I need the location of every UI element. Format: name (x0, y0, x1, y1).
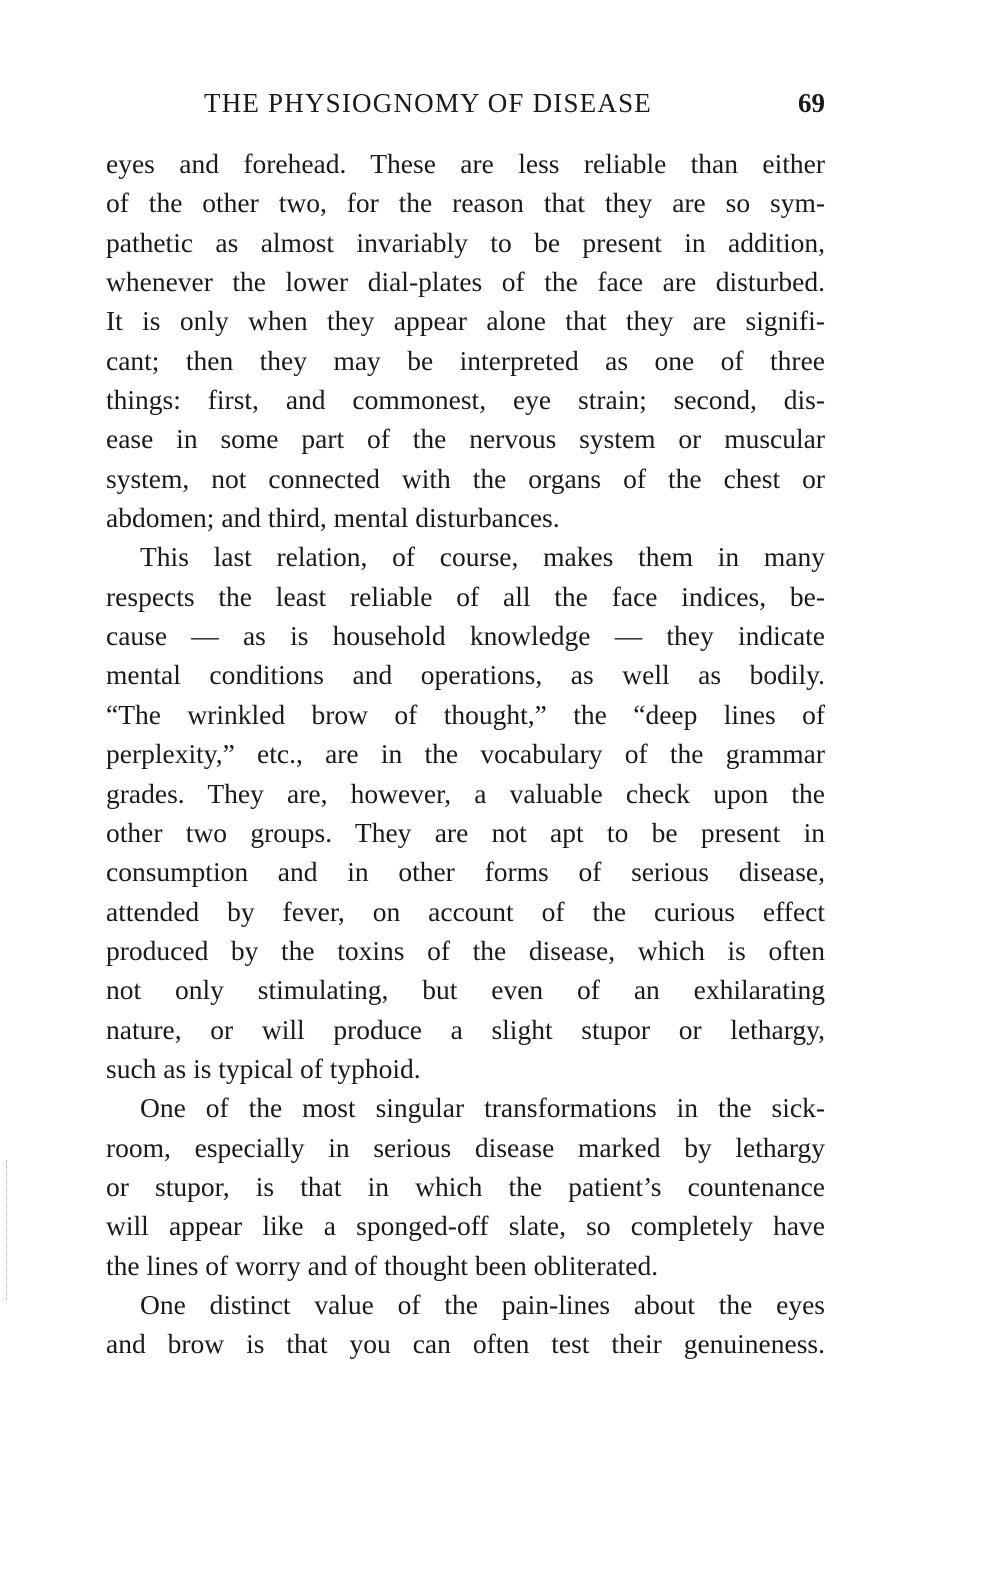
text-line: such as is typical of typhoid. (106, 1052, 421, 1084)
text-line: One distinct value of the pain-lines about the eyes (140, 1288, 825, 1320)
text-line: things: first, and commonest, eye strain; second, dis- (106, 384, 825, 416)
paragraph-3 (106, 1088, 825, 1285)
text-line: This last relation, of course, makes them in many (140, 541, 825, 573)
text-line: abdomen; and third, mental disturbances. (106, 502, 560, 534)
text-line: not only stimulating, but even of an exhilarating (106, 974, 825, 1006)
text-line: or stupor, is that in which the patient’s countenance (106, 1170, 825, 1202)
running-head (106, 88, 825, 122)
text-line: cant; then they may be interpreted as one of three (106, 344, 825, 376)
text-line: system, not connected with the organs of the chest or (106, 462, 825, 494)
text-line: “The wrinkled brow of thought,” the “deep lines of (106, 698, 825, 730)
paragraph-2 (106, 537, 825, 1088)
text-line: respects the least reliable of all the face indices, be- (106, 580, 825, 612)
text-line: room, especially in serious disease marked by lethargy (106, 1131, 825, 1163)
text-line: whenever the lower dial-plates of the face are disturbed. (106, 266, 825, 298)
text-line: will appear like a sponged-off slate, so completely have (106, 1210, 825, 1242)
text-line: pathetic as almost invariably to be present in addition, (106, 226, 825, 258)
text-line: consumption and in other forms of serious disease, (106, 856, 825, 888)
text-line: perplexity,” etc., are in the vocabulary of the grammar (106, 738, 825, 770)
text-line: produced by the toxins of the disease, which is often (106, 934, 825, 966)
text-line: and brow is that you can often test their genuineness. (106, 1328, 825, 1360)
text-line: other two groups. They are not apt to be present in (106, 816, 825, 848)
text-line: cause — as is household knowledge — they indicate (106, 620, 825, 652)
text-line: mental conditions and operations, as well as bodily. (106, 659, 825, 691)
paragraph-1 (106, 144, 825, 537)
text-line: One of the most singular transformations in the sick- (140, 1092, 825, 1124)
scan-gutter-marks (6, 1160, 9, 1300)
text-line: attended by fever, on account of the curious effect (106, 895, 825, 927)
running-title: THE PHYSIOGNOMY OF DISEASE (204, 88, 652, 118)
text-line: the lines of worry and of thought been obliterated. (106, 1249, 659, 1281)
text-line: of the other two, for the reason that they are so sym- (106, 187, 825, 219)
page-number: 69 (798, 88, 825, 118)
text-line: nature, or will produce a slight stupor or lethargy, (106, 1013, 825, 1045)
paragraph-4 (106, 1285, 825, 1364)
text-line: eyes and forehead. These are less reliable than either (106, 148, 825, 179)
body-text (106, 144, 825, 1364)
text-line: grades. They are, however, a valuable check upon the (106, 777, 825, 809)
text-line: It is only when they appear alone that they are signifi- (106, 305, 825, 337)
text-line: ease in some part of the nervous system or muscular (106, 423, 825, 455)
